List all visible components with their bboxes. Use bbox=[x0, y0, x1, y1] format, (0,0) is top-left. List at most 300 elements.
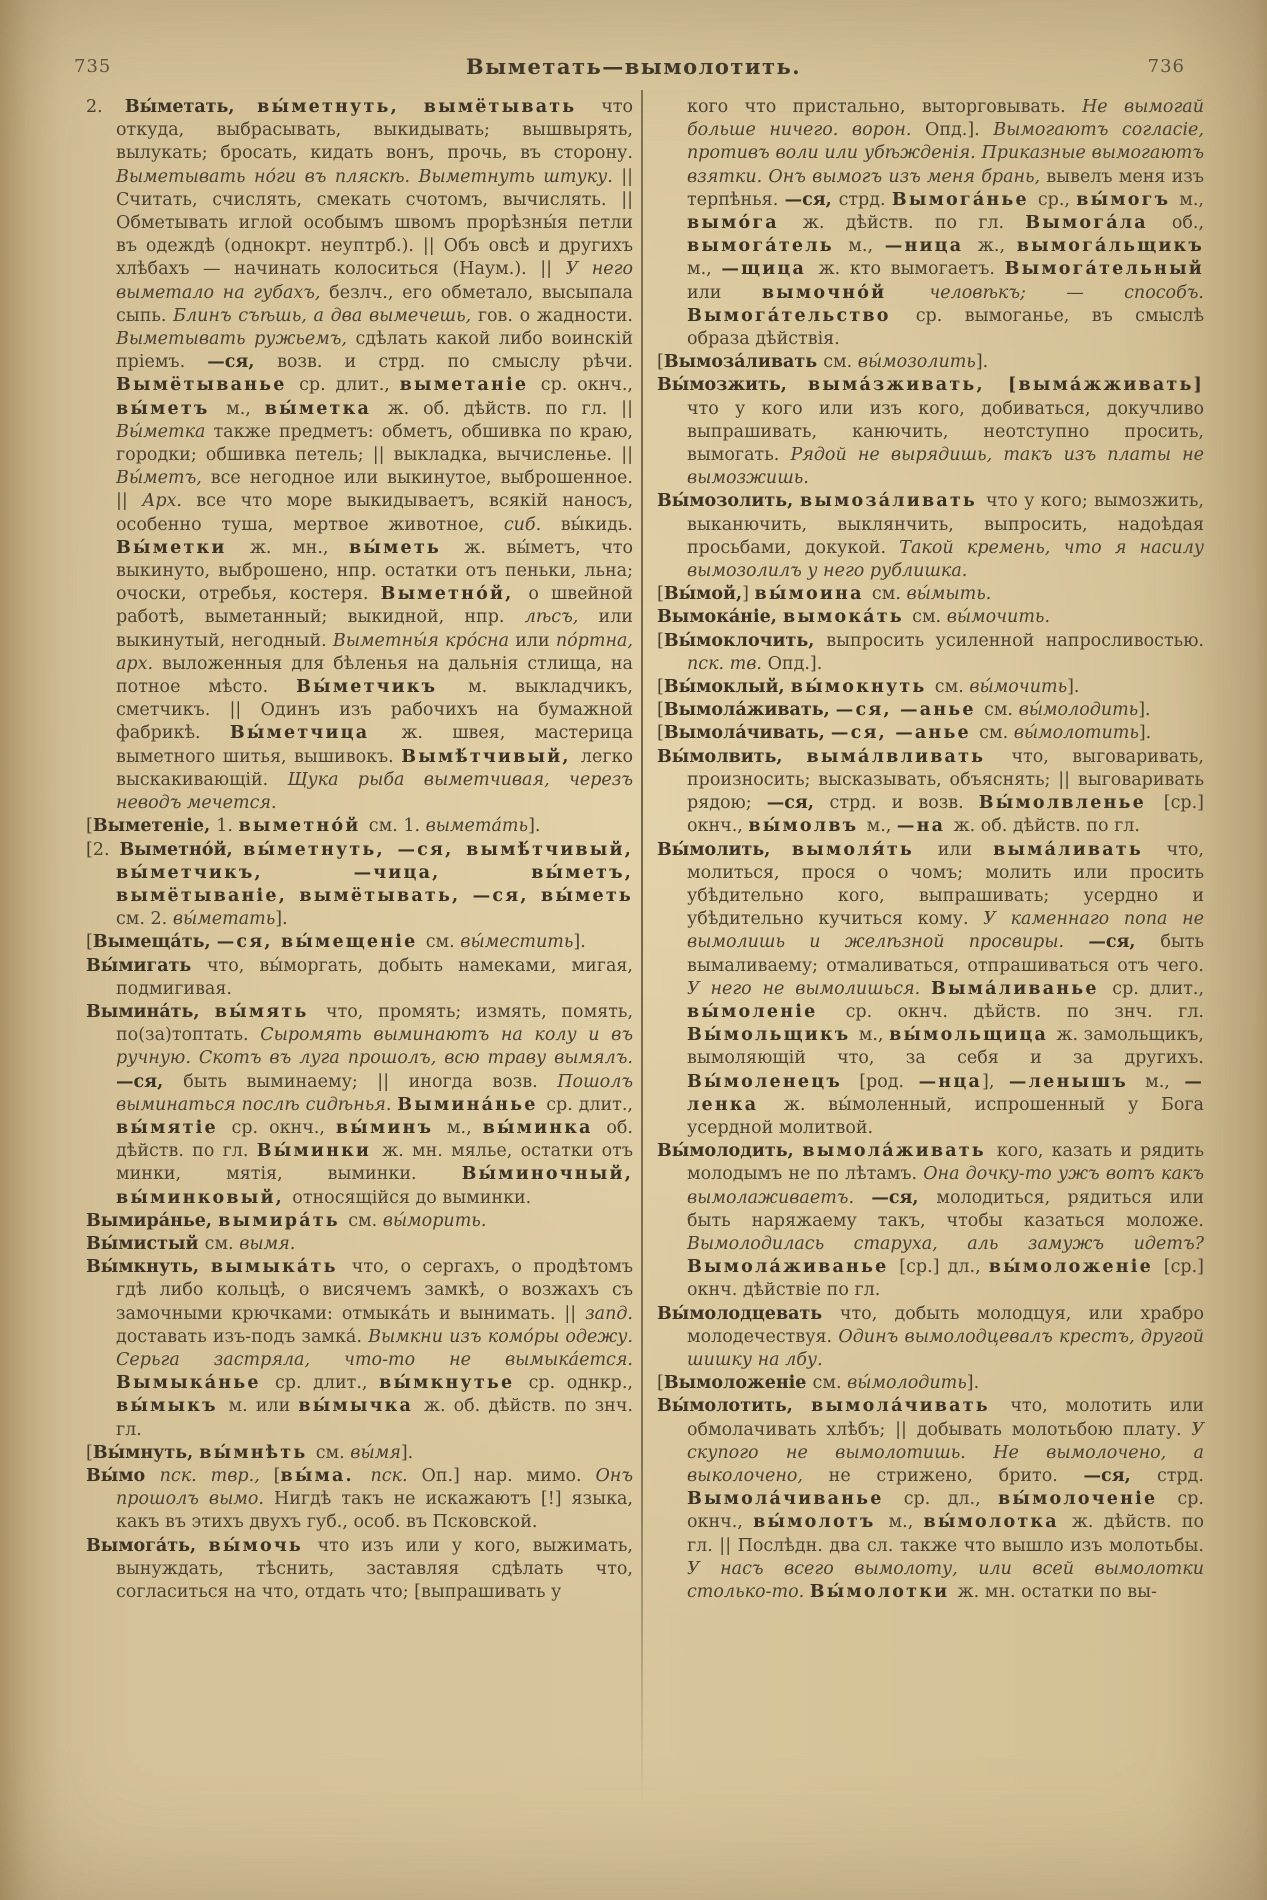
entry-text-segment: Опд.]. bbox=[924, 120, 994, 141]
entry-text-segment: ]. bbox=[528, 816, 541, 837]
entry-text-segment: —ся, bbox=[1088, 932, 1161, 953]
entry-text-segment: вы́моина bbox=[754, 584, 872, 605]
dictionary-entry bbox=[86, 955, 633, 1001]
entry-text-segment: Вымога́тельный bbox=[1004, 259, 1204, 280]
entry-text-segment: Вы́мкнуть, bbox=[86, 1257, 211, 1278]
dictionary-entry bbox=[657, 1372, 1204, 1395]
entry-text-segment: запд. bbox=[585, 1303, 633, 1324]
entry-text-segment: [ bbox=[86, 932, 93, 953]
entry-text-segment: см. bbox=[912, 607, 947, 628]
entry-text-segment: легко выскакивающій. bbox=[116, 746, 633, 790]
entry-text-segment: Вы́мольщикъ bbox=[687, 1025, 859, 1046]
entry-text-segment: —ленка bbox=[687, 1071, 1205, 1115]
entry-text-segment: ж. дѣйств. по гл. || Послѣдн. два сл. также что вышло изъ молотьбы. bbox=[687, 1512, 1204, 1556]
right-column bbox=[657, 96, 1204, 1604]
entry-text-segment: Не вымогай больше ничего. ворон. bbox=[687, 97, 1205, 141]
dictionary-entry bbox=[657, 722, 1204, 745]
entry-text-segment: выпросить усиленной напросливостью. bbox=[826, 630, 1204, 651]
entry-text-segment: вы́молотъ bbox=[753, 1512, 889, 1533]
entry-text-segment: Вы́молить, bbox=[657, 839, 792, 860]
entry-text-segment: м., bbox=[446, 1117, 483, 1138]
entry-text-segment: ср. окнч., bbox=[540, 375, 633, 396]
entry-text-segment: ]. bbox=[966, 1373, 980, 1394]
entry-text-segment: ж. замольщикъ, вымоляющій что, за себя и за другихъ. bbox=[687, 1025, 1204, 1069]
entry-text-segment: лѣсъ, bbox=[524, 607, 599, 628]
entry-text-segment: ]. bbox=[1138, 723, 1152, 744]
entry-text-segment: ]. bbox=[573, 932, 586, 953]
entry-text-segment: что, молотить или обмолачивать хлѣбъ; || добывать молотьбою плату. bbox=[687, 1396, 1204, 1440]
entry-text-segment: см. bbox=[871, 584, 907, 605]
entry-text-segment: вы́метнуть, —ся, вымѣ́тчивый, вы́метчикъ, —чица, вы́метъ, вымётываніе, вымётывать, —ся, вы́меть bbox=[116, 839, 633, 906]
entry-text-segment: [ bbox=[86, 1442, 93, 1463]
entry-text-segment: Сыромять выминаютъ на колу и въ ручную. Скотъ въ луга прошолъ, всю траву вымялъ. bbox=[116, 1025, 633, 1069]
entry-text-segment: или bbox=[515, 630, 556, 651]
entry-text-segment: Выметеніе, bbox=[92, 816, 217, 837]
entry-text-segment: ср. окнч., bbox=[687, 1489, 1204, 1533]
entry-text-segment: [ bbox=[657, 700, 664, 721]
entry-text-segment: ]. bbox=[975, 352, 989, 373]
entry-text-segment: ж. об. дѣйств. по гл. bbox=[953, 816, 1140, 837]
entry-text-segment: вы́мнѣть bbox=[199, 1442, 316, 1463]
entry-text-segment: м. или bbox=[228, 1396, 299, 1417]
entry-text-segment: Вымкни изъ комо́ры одежу. Серьга застряла, что-то не вымыка́ется. bbox=[116, 1326, 633, 1370]
entry-text-segment: гов. о жадности. bbox=[477, 305, 633, 326]
entry-text-segment: —ся, bbox=[116, 1071, 184, 1092]
entry-text-segment: что изъ или у кого, выжимать, вынуждать, тѣснить, заставляя сдѣлать что, согласиться на что, отдать что; [выпрашивать у bbox=[116, 1535, 633, 1602]
entry-text-segment: вы́молодить bbox=[1018, 700, 1139, 721]
entry-text-segment: Вы́мозолить, bbox=[657, 491, 800, 512]
entry-text-segment: Нигдѣ такъ не искажаютъ [!] языка, какъ въ этихъ двухъ губ., особ. въ Псковской. bbox=[116, 1489, 633, 1533]
entry-text-segment: вы́кидь. bbox=[560, 514, 633, 535]
entry-text-segment: Вы́молотки bbox=[809, 1582, 958, 1602]
entry-text-segment: также предметъ: обметъ, обшивка по краю, городки; обшивка петель; || выкладка, вычисленье. || bbox=[116, 421, 633, 466]
dictionary-entry bbox=[86, 1465, 633, 1535]
dictionary-entry bbox=[657, 699, 1204, 722]
dictionary-entry bbox=[657, 490, 1204, 583]
entry-text-segment: ж. об. дѣйств. по гл. || bbox=[387, 398, 633, 419]
entry-text-segment: вымо́га bbox=[687, 213, 803, 234]
entry-text-segment: У каменнаго попа не вымолишь и желѣзной просвиры. bbox=[687, 909, 1204, 953]
entry-text-segment: или выкинутый, негодный. bbox=[116, 607, 633, 651]
entry-text-segment: ж. мн., bbox=[249, 537, 350, 558]
dictionary-entry bbox=[657, 1140, 1204, 1302]
entry-text-segment: об. дѣйств. по гл. bbox=[116, 1117, 633, 1162]
entry-text-segment: вы́мочь bbox=[208, 1535, 318, 1556]
entry-text-segment: вы́мять bbox=[214, 1001, 326, 1022]
entry-text-segment: м., bbox=[888, 1512, 924, 1533]
entry-text-segment: Вымока́ніе, bbox=[657, 607, 783, 628]
entry-text-segment: —ленышъ bbox=[1008, 1071, 1146, 1092]
entry-text-segment: [ bbox=[86, 816, 93, 837]
entry-text-segment: Вы́мистый bbox=[86, 1233, 205, 1254]
entry-text-segment: вы́метать bbox=[172, 909, 276, 930]
dictionary-entry bbox=[86, 1535, 633, 1605]
entry-text-segment: см. bbox=[348, 1210, 383, 1231]
entry-text-segment: вы́меть bbox=[349, 537, 465, 558]
entry-text-segment: Онъ прошолъ вымо. bbox=[116, 1465, 633, 1510]
entry-text-segment: см. bbox=[425, 932, 461, 953]
entry-text-segment: Вы́метъ, bbox=[116, 468, 211, 489]
entry-text-segment: —ся, —анье bbox=[830, 723, 980, 744]
entry-text-segment: стрд. и возв. bbox=[829, 793, 979, 814]
entry-text-segment: что у кого или изъ кого, добиваться, докучливо выпрашивать, канючить, неотступно просить, вымогать. bbox=[687, 398, 1204, 466]
entry-text-segment: Вы́молвленье bbox=[978, 793, 1164, 814]
entry-text-segment: пск. тв. bbox=[687, 653, 768, 674]
entry-text-segment: человѣкъ; — способъ. bbox=[929, 282, 1204, 303]
entry-text-segment: см. bbox=[934, 677, 970, 698]
entry-text-segment: пск. bbox=[370, 1465, 422, 1486]
entry-text-segment: вымога́льщикъ bbox=[1016, 236, 1204, 257]
entry-text-segment: Арх. bbox=[142, 491, 197, 512]
entry-text-segment: У насъ всего вымолоту, или всей вымолотки столько-то. bbox=[687, 1558, 1204, 1602]
entry-text-segment: Вы́моклочить, bbox=[663, 630, 827, 651]
dictionary-entry bbox=[86, 96, 633, 815]
entry-text-segment: Такой кремень, что я насилу вымозолилъ у него рублишка. bbox=[687, 537, 1204, 582]
entry-text-segment: Вы́молвить, bbox=[657, 746, 807, 767]
entry-text-segment: выметно́й bbox=[238, 816, 369, 837]
entry-text-segment: вы́ма. bbox=[280, 1465, 371, 1486]
entry-text-segment: Выметно́й, bbox=[380, 584, 529, 605]
entry-text-segment: Вымога́нье bbox=[891, 189, 1038, 210]
entry-text-segment: Вымога́ть, bbox=[86, 1535, 209, 1556]
entry-text-segment: Вы́мо bbox=[86, 1465, 160, 1486]
entry-text-segment: вымола́живать bbox=[802, 1141, 997, 1162]
dictionary-entry bbox=[657, 374, 1204, 490]
entry-text-segment: Вымога́тельство bbox=[687, 305, 916, 326]
entry-text-segment: ср. окнч. дѣйств. по знч. гл. bbox=[845, 1001, 1204, 1022]
dictionary-entry bbox=[86, 1001, 633, 1210]
dictionary-entry bbox=[657, 1395, 1204, 1604]
entry-text-segment: вымыка́ть bbox=[210, 1257, 352, 1278]
entry-text-segment: вымочно́й bbox=[761, 282, 930, 303]
entry-text-segment: м., bbox=[1179, 189, 1204, 210]
entry-text-segment: [2. bbox=[86, 839, 120, 860]
entry-text-segment: см. bbox=[204, 1233, 240, 1254]
entry-text-segment: Вы́метчикъ bbox=[296, 677, 468, 698]
entry-text-segment: У него выметало на губахъ, bbox=[116, 259, 633, 303]
entry-text-segment: Вы́метка bbox=[116, 421, 214, 442]
entry-text-segment: м., bbox=[858, 1025, 890, 1046]
dictionary-entry-continuation bbox=[657, 96, 1204, 351]
entry-text-segment: об., bbox=[1171, 213, 1205, 234]
entry-text-segment: м., bbox=[866, 816, 897, 837]
dictionary-entry bbox=[86, 1233, 633, 1256]
entry-text-segment: Пошолъ выминаться послѣ сидѣнья. bbox=[116, 1071, 633, 1115]
left-column bbox=[86, 96, 633, 1604]
entry-text-segment: кого что пристально, выторговывать. bbox=[687, 97, 1082, 117]
entry-text-segment: Вы́миночный, вы́минковый, bbox=[116, 1164, 633, 1208]
entry-text-segment: Рядой не вырядишь, такъ изъ платы не вымозжишь. bbox=[687, 445, 1204, 489]
entry-text-segment: м., bbox=[848, 236, 885, 257]
entry-text-segment: вы́мычка bbox=[298, 1396, 424, 1417]
entry-text-segment: Вы́метчица bbox=[229, 723, 402, 744]
entry-text-segment: [ср.] окнч. дѣйствіе по гл. bbox=[687, 1257, 1204, 1301]
entry-text-segment: что у кого; вымозжить, выканючить, выклянчить, выпросить, надоѣдая просьбами, докукой. bbox=[687, 491, 1204, 558]
entry-text-segment: кого, казать и рядить молодымъ не по лѣтамъ. bbox=[687, 1141, 1204, 1185]
dictionary-entry bbox=[657, 839, 1204, 1141]
entry-text-segment: —ся, —анье bbox=[835, 700, 985, 721]
entry-text-segment: ж. кто вымогаетъ. bbox=[818, 259, 1005, 280]
entry-text-segment: [ bbox=[657, 630, 664, 651]
entry-text-segment: вы́минъ bbox=[335, 1117, 447, 1138]
entry-text-segment: вы́молоченіе bbox=[998, 1489, 1178, 1510]
entry-text-segment: вымога́тель bbox=[687, 236, 849, 257]
dictionary-entry bbox=[86, 815, 633, 838]
entry-text-segment: Вы́мой, bbox=[663, 584, 743, 605]
entry-text-segment: [ср.] окнч., bbox=[687, 793, 1204, 837]
entry-text-segment: или bbox=[937, 839, 994, 860]
entry-text-segment: что, молиться, прося о чомъ; молить или просить убѣдительно кого, выпрашивать; усердно и убѣдительно кучиться кому. bbox=[687, 839, 1204, 930]
dictionary-entry bbox=[86, 839, 633, 932]
entry-text-segment: Блинъ съѣшь, а два вымечешь, bbox=[173, 305, 478, 326]
dictionary-entry bbox=[86, 1210, 633, 1233]
entry-text-segment: что, добыть молодцуя, или храбро молодечествуя. bbox=[687, 1303, 1204, 1347]
entry-text-segment: вы́метъ bbox=[116, 398, 227, 419]
entry-text-segment: стрд. bbox=[838, 189, 892, 210]
entry-text-segment: быть вымаливаему; отмаливаться, отпрашиваться отъ чего. bbox=[687, 932, 1204, 976]
entry-text-segment: Вымола́живать, bbox=[663, 700, 836, 721]
entry-text-segment: Выметно́й, bbox=[119, 839, 244, 860]
entry-text-segment: вы́молодить bbox=[847, 1373, 967, 1394]
entry-text-segment: —на bbox=[896, 816, 954, 837]
entry-text-segment: см. bbox=[823, 352, 858, 373]
entry-text-segment: Вымеща́ть, bbox=[92, 932, 217, 953]
entry-text-segment: Вымогаютъ согласіе, противъ воли или убѣжденія. Приказные вымогаютъ взятки. Онъ вымогъ изъ меня брань, bbox=[687, 120, 1204, 187]
entry-text-segment: ]. bbox=[275, 909, 288, 930]
entry-text-segment: о швейной работѣ, выметанный; выкидной, нпр. bbox=[116, 584, 633, 628]
entry-text-segment: вы́молвъ bbox=[748, 816, 867, 837]
entry-text-segment: выма́лвливать bbox=[806, 746, 1012, 767]
entry-text-segment: Одинъ вымолодцевалъ крестъ, другой шишку на лбу. bbox=[687, 1326, 1205, 1370]
entry-text-segment: вы́молотить bbox=[1013, 723, 1139, 744]
entry-text-segment: вымя. bbox=[239, 1233, 296, 1254]
entry-text-segment: ср., bbox=[1037, 189, 1077, 210]
entry-text-segment: ж. вы́метъ, что выкинуто, выброшено, нпр. остатки отъ пеньки, льна; очоски, отребья, костеря. bbox=[116, 537, 633, 605]
entry-text-segment: вы́метка bbox=[264, 398, 388, 419]
entry-text-segment: [ bbox=[657, 584, 664, 605]
entry-text-segment: см. 2. bbox=[116, 909, 173, 930]
entry-text-segment: вы́молотка bbox=[923, 1512, 1072, 1533]
entry-text-segment: Выметывать но́ги въ пляскѣ. Выметнуть штуку. bbox=[116, 166, 622, 187]
entry-text-segment: по́ртна, арх. bbox=[116, 630, 633, 674]
entry-text-segment: ср. длит., bbox=[1112, 978, 1205, 999]
entry-text-segment: ж. об. дѣйств. по знч. гл. bbox=[116, 1396, 633, 1440]
entry-text-segment: вы́мочить bbox=[969, 677, 1068, 698]
entry-text-segment: сиб. bbox=[503, 514, 561, 535]
entry-text-segment: см. bbox=[315, 1442, 351, 1463]
entry-text-segment: [ bbox=[273, 1465, 281, 1486]
entry-text-segment: выма́ливать bbox=[993, 839, 1167, 860]
entry-text-segment: —ся, bbox=[871, 1187, 937, 1208]
entry-text-segment: ]. bbox=[400, 1442, 414, 1463]
dictionary-entry bbox=[657, 676, 1204, 699]
entry-text-segment: [род. bbox=[859, 1071, 919, 1092]
entry-text-segment: Она дочку-то ужъ вотъ какъ вымолаживаетъ. bbox=[687, 1164, 1204, 1208]
entry-text-segment: Вы́метать, bbox=[124, 97, 258, 117]
entry-text-segment: вымока́ть bbox=[782, 607, 913, 628]
entry-text-segment: Вы́молодить, bbox=[657, 1141, 803, 1162]
entry-text-segment: ж. швея, мастерица выметного шитья, вышивокъ. bbox=[116, 723, 634, 767]
entry-text-segment: см. bbox=[812, 1373, 848, 1394]
entry-text-segment: Вымина́ть, bbox=[86, 1001, 215, 1022]
entry-text-segment: вывелъ меня изъ терпѣнья. bbox=[687, 166, 1204, 210]
column-divider bbox=[641, 90, 643, 1806]
entry-text-segment: м., bbox=[687, 259, 722, 280]
entry-text-segment: вы́мыть. bbox=[906, 584, 992, 605]
entry-text-segment: см. 1. bbox=[368, 816, 426, 837]
entry-text-segment: Вы́мигать bbox=[86, 955, 207, 976]
entry-text-segment: ж. вы́моленный, испрошенный у Бога усердной молитвой. bbox=[687, 1094, 1204, 1138]
entry-text-segment: ср. вымоганье, въ смыслѣ образа дѣйствія. bbox=[687, 305, 1204, 350]
entry-text-segment: У скупого не вымолотишь. Не вымолочено, а выколочено, bbox=[687, 1419, 1204, 1486]
entry-text-segment: ]. bbox=[1138, 700, 1151, 721]
entry-text-segment: Вымоза́ливать bbox=[663, 352, 824, 373]
entry-text-segment: [ bbox=[657, 677, 664, 698]
entry-text-segment: [ bbox=[657, 1373, 664, 1394]
entry-text-segment: вы́мочить. bbox=[946, 607, 1051, 628]
entry-text-segment: см. bbox=[984, 700, 1019, 721]
entry-text-segment: вы́мятіе bbox=[116, 1117, 232, 1138]
entry-text-segment: ] bbox=[742, 584, 755, 605]
entry-text-segment: Вымога́ла bbox=[1025, 213, 1172, 234]
entry-text-segment: [ср.] дл., bbox=[899, 1257, 989, 1278]
entry-text-segment: Оп.] нар. мимо. bbox=[421, 1465, 596, 1486]
entry-text-segment: м. выкладчикъ, сметчикъ. || Одинъ изъ рабочихъ на бумажной фабрикѣ. bbox=[116, 677, 633, 744]
dictionary-entry bbox=[86, 1442, 633, 1465]
entry-text-segment: У него не вымолишься. bbox=[687, 978, 931, 999]
entry-text-segment: || Считать, счислять, смекать счотомъ, вычислять. || Обметывать иглой особымъ швомъ прорѣзны́я петли въ одеждѣ (однокрт. неуптрб.). || Объ овсѣ и другихъ хлѣбахъ — начинать колоситься (Наум.). || bbox=[116, 166, 633, 280]
dictionary-entry bbox=[657, 630, 1204, 676]
entry-text-segment: вы́местить bbox=[460, 932, 574, 953]
entry-text-segment: ср. длит., bbox=[299, 375, 400, 396]
entry-text-segment: —ница bbox=[884, 236, 978, 257]
entry-text-segment: Вы́минки bbox=[256, 1141, 383, 1162]
running-head: Выметать—вымолотить. bbox=[465, 54, 802, 79]
entry-text-segment: вы́метнуть, вымётывать bbox=[257, 97, 602, 117]
entry-text-segment: что, о сергахъ, о продѣтомъ гдѣ либо кольцѣ, о висячемъ замкѣ, о возжахъ съ замочными крючками: отмыка́ть и вынимать. || bbox=[116, 1257, 633, 1324]
dictionary-entry bbox=[657, 583, 1204, 606]
entry-text-segment: ср. однкр., bbox=[528, 1373, 633, 1394]
entry-text-segment: вы́мозолить bbox=[857, 352, 976, 373]
entry-text-segment: ж. мн. мялье, остатки отъ минки, мятія, выминки. bbox=[116, 1141, 633, 1185]
entry-text-segment: что, промять; измять, помять, по(за)топтать. bbox=[116, 1001, 634, 1046]
entry-text-segment: вымоза́ливать bbox=[799, 491, 987, 512]
entry-text-segment: Опд.]. bbox=[767, 653, 823, 674]
entry-text-segment: Вымина́нье bbox=[397, 1094, 547, 1115]
entry-text-segment: вы́минка bbox=[482, 1117, 607, 1138]
entry-text-segment: Выметывать ружьемъ, bbox=[116, 329, 356, 350]
entry-text-segment: Вымоложеніе bbox=[663, 1373, 813, 1394]
entry-text-segment: ]. bbox=[1067, 677, 1080, 698]
entry-text-segment: —щица bbox=[721, 259, 819, 280]
entry-text-segment: Выметны́я кро́сна bbox=[332, 630, 516, 651]
entry-text-segment: Вымира́нье, bbox=[86, 1210, 219, 1231]
entry-text-segment: сдѣлать какой либо воинскій пріемъ. bbox=[116, 329, 634, 373]
entry-text-segment: Вы́мозжить, bbox=[657, 375, 808, 396]
page-number-right: 736 bbox=[1147, 56, 1185, 77]
entry-text-segment: выметаніе bbox=[399, 375, 541, 396]
entry-text-segment: Выма́ливанье bbox=[931, 978, 1113, 999]
entry-text-segment: вымоля́ть bbox=[791, 839, 938, 860]
entry-text-segment: безлч., его обметало, высыпала сыпь. bbox=[116, 282, 633, 326]
entry-text-segment: ср. длит., bbox=[546, 1094, 633, 1115]
entry-text-segment: —ся, bbox=[784, 189, 839, 210]
entry-text-segment: Вымола́чиванье bbox=[687, 1489, 904, 1510]
entry-text-segment: Вы́моленецъ bbox=[687, 1071, 860, 1092]
entry-text-segment: вы́мкнутье bbox=[379, 1373, 529, 1394]
entry-text-segment: Вы́моклый, bbox=[663, 677, 791, 698]
entry-text-segment: или bbox=[687, 282, 762, 303]
entry-text-segment: что, вы́моргать, добыть намеками, мигая, подмигивая. bbox=[116, 955, 633, 999]
entry-text-segment: вы́мольщица bbox=[889, 1025, 1057, 1046]
entry-text-segment: пск. твр., bbox=[159, 1465, 274, 1486]
entry-text-segment: доставать изъ-подъ замка́. bbox=[116, 1326, 369, 1347]
entry-text-segment: вы́могъ bbox=[1076, 189, 1180, 210]
entry-text-segment: относящійся до выминки. bbox=[292, 1187, 532, 1208]
entry-text-segment: быть выминаему; || иногда возв. bbox=[183, 1071, 558, 1092]
entry-text-segment: вы́мокнуть bbox=[790, 677, 935, 698]
entry-text-segment: ж. мн. остатки по вы- bbox=[957, 1582, 1157, 1602]
entry-text-segment: вы́мыкъ bbox=[116, 1396, 229, 1417]
entry-text-segment: Вымола́живанье bbox=[687, 1257, 900, 1278]
entry-text-segment: м., bbox=[226, 398, 265, 419]
dictionary-entry bbox=[657, 351, 1204, 374]
entry-text-segment: вы́моленіе bbox=[687, 1001, 846, 1022]
entry-text-segment: вымета́ть bbox=[425, 816, 529, 837]
entry-text-segment: ], bbox=[982, 1071, 1009, 1092]
dictionary-entry bbox=[86, 931, 633, 954]
entry-text-segment: вы́мя bbox=[350, 1442, 401, 1463]
entry-text-segment: Вы́метки bbox=[116, 537, 250, 558]
entry-text-segment: см. bbox=[979, 723, 1014, 744]
entry-text-segment: выма́зживать, [выма́жживать] bbox=[807, 375, 1205, 396]
entry-text-segment: Вы́молотить, bbox=[657, 1396, 812, 1417]
entry-text-segment: ср. окнч., bbox=[231, 1117, 336, 1138]
entry-text-segment: ж. дѣйств. по гл. bbox=[802, 213, 1026, 234]
entry-text-segment: Вы́молодцевать bbox=[657, 1303, 840, 1324]
page-number-left: 735 bbox=[74, 56, 112, 77]
entry-text-segment: Вымётыванье bbox=[116, 375, 300, 396]
entry-text-segment: не стрижено, брито. bbox=[828, 1465, 1084, 1486]
entry-text-segment: [ bbox=[657, 723, 664, 744]
entry-text-segment: ср. дл., bbox=[903, 1489, 998, 1510]
entry-text-segment: Вымолодилась старуха, аль замужъ идетъ? bbox=[687, 1233, 1204, 1254]
dictionary-entry bbox=[657, 606, 1204, 629]
dictionary-entry bbox=[86, 1256, 633, 1442]
entry-text-segment: —ся, bbox=[766, 793, 830, 814]
entry-text-segment: —ся, bbox=[1083, 1465, 1157, 1486]
entry-text-segment: 1. bbox=[216, 816, 239, 837]
entry-text-segment: —ся, вы́мещеніе bbox=[216, 932, 426, 953]
entry-text-segment: Вымыка́нье bbox=[116, 1373, 275, 1394]
entry-text-segment: вымира́ть bbox=[218, 1210, 349, 1231]
entry-text-segment: [ bbox=[657, 352, 664, 373]
entry-text-segment: —нца bbox=[918, 1071, 982, 1092]
entry-text-segment: вы́моложеніе bbox=[988, 1257, 1164, 1278]
entry-text-segment: —ся, bbox=[207, 352, 278, 373]
entry-text-segment: что, выговаривать, произносить; высказывать, объяснять; || выговаривать рядою; bbox=[687, 746, 1204, 814]
entry-text-segment: Вы́мнуть, bbox=[92, 1442, 200, 1463]
entry-text-segment: выложенныя для бѣленья на дальнія стлища, на потное мѣсто. bbox=[116, 653, 633, 698]
entry-text-segment: 2. bbox=[86, 97, 125, 117]
entry-text-segment: все что море выкидываетъ, всякій наносъ, особенно туша, мертвое животное, bbox=[116, 491, 634, 535]
entry-text-segment: Щука рыба выметчивая, черезъ неводъ мечется. bbox=[116, 769, 633, 814]
entry-text-segment: стрд. bbox=[1156, 1465, 1204, 1486]
dictionary-entry bbox=[657, 746, 1204, 839]
entry-text-segment: Вымола́чивать, bbox=[663, 723, 831, 744]
entry-text-segment: м., bbox=[1145, 1071, 1185, 1092]
entry-text-segment: что откуда, выбрасывать, выкидывать; вышвырять, вылукать; бросать, кидать вонъ, прочь, въ сторону. bbox=[116, 97, 634, 164]
